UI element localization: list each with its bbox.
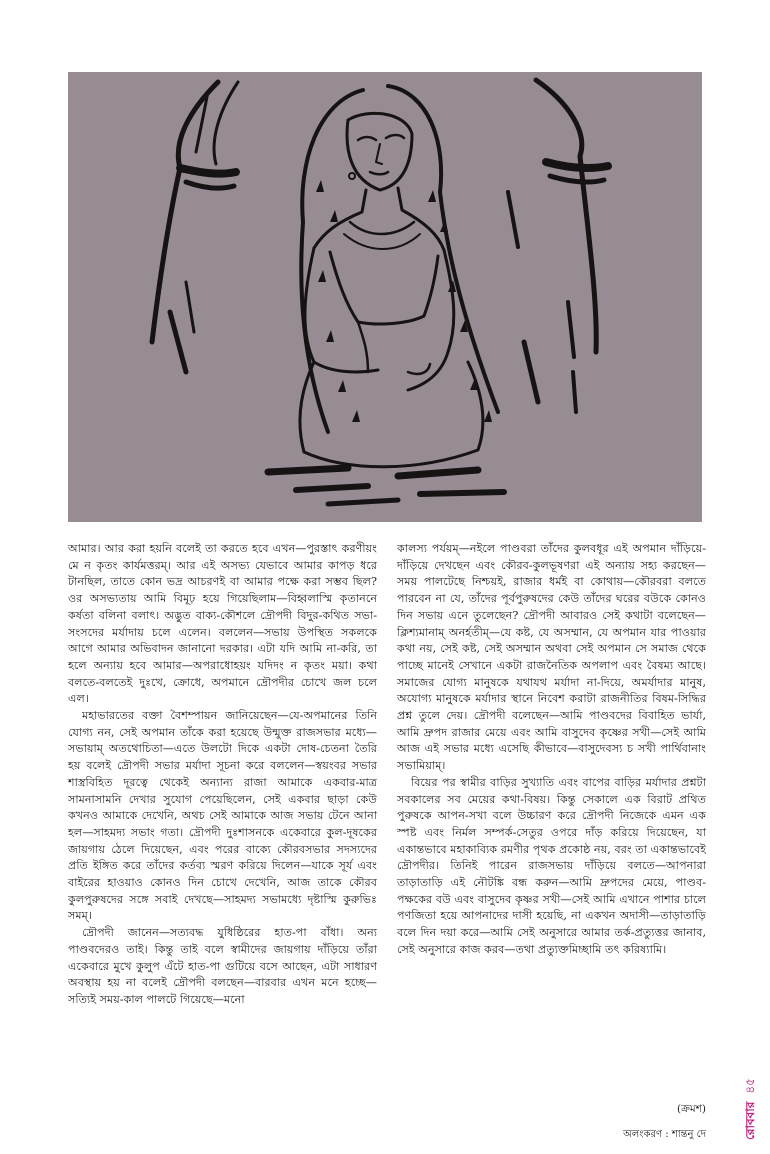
illustration [68, 72, 702, 522]
article-column-right [397, 541, 706, 959]
article-column-left [68, 541, 377, 1009]
right-curtain [536, 80, 596, 352]
paragraph: কালস্য পর্যয়ম্—নইলে পাণ্ডবরা তাঁদের কুলবধূর এই অপমান দাঁড়িয়ে-দাঁড়িয়ে দেখছেন এবং কৌরব-কুলভূষণরা এই অন্যায় সহ্য করছেন—সময় পালটেছে নিশ্চয়ই, রাজার ধর্মই বা কোথায়—কৌরবরা বলতে পারবেন না যে, তাঁদের পূর্বপুরুষদের কেউ তাঁদের ঘরের বউকে কোনও দিন সভায় এনে তুলেছেন? দ্রৌপদী আবারও সেই কথাটা বলেছেন—ক্লিশ্যমানাম্ অনর্হতীম্—যে কষ্ট, যে অসম্মান, যে অপমান যার পাওয়ার কথা নয়, সেই কষ্ট, সেই অসম্মান অথবা সেই অপমান সে সমাজ থেকে পাচ্ছে মানেই সেখানে একটা রাজনৈতিক অপলাপ এবং বৈষম্য আছে। সমাজের যোগ্য মানুষকে যথাযথ মর্যাদা না-দিয়ে, অমর্যাদার মানুষ, অযোগ্য মানুষকে মর্যাদার স্থানে নিবেশ করাটা রাজনীতির বিষম-সিদ্ধির প্রশ্ন তুলে দেয়। দ্রৌপদী বলেছেন—আমি পাণ্ডবদের বিবাহিত ভার্যা, আমি দ্রুপদ রাজার মেয়ে এবং আমি বাসুদেব কৃষ্ণের সখী—সেই আমি আজ এই সভার মধ্যে এসেছি কীভাবে—বাসুদেবস্য চ সখী পার্থিবানাং সভামিয়াম্। [397, 542, 706, 773]
paragraph: আমার। আর করা হয়নি বলেই তা করতে হবে এখন—পুরস্তাৎ করণীয়ং মে ন কৃতং কার্যমত্তরম্। আর এই অসভ্য যেভাবে আমার কাপড় ধরে টানছিল, তাতে কোন ভদ্র আচরণই বা আমার পক্ষে করা সম্ভব ছিল? ওর অসভ্যতায় আমি বিমূঢ় হয়ে গিয়েছিলাম—বিহ্বলাস্মি কৃতাননে কর্ষতা বলিনা বলাৎ। অদ্ভুত বাক্য-কৌশলে দ্রৌপদী বিদুর-কথিত সভা-সংসদের মর্যাদায় চলে এলেন। বললেন—সভায় উপস্থিত সকলকে আগে আমার অভিবাদন জানানো দরকার। এটা যদি আমি না-করি, তা হলে অন্যায় হবে আমার—অপরাধোহয়ং যদিদং ন কৃতং ময়া। কথা বলতে-বলতেই দুঃখে, ক্রোধে, অপমানে দ্রৌপদীর চোখে জল চলে এল। [68, 542, 377, 706]
bodice [330, 252, 438, 324]
page-folio [742, 1000, 756, 1140]
continued-label: (ক্রমশ) [676, 1103, 706, 1115]
left-curtain [152, 82, 218, 342]
illustration-credit: অলংকরণ : শান্তনু দে [623, 1129, 706, 1140]
face [347, 113, 412, 190]
paragraph: দ্রৌপদী জানেন—সত্যবদ্ধ যুধিষ্ঠিরের হাত-পা বাঁধা। অন্য পাণ্ডবদেরও তাই। কিন্তু তাই বলে স্বামীদের জায়গায় দাঁড়িয়ে তাঁরা একেবারে মুখে কুলুপ এঁটে হাত-পা গুটিয়ে বসে আছেন, এটা সাধারণ অবস্থায় হয় না বলেই দ্রৌপদী বলছেন—বারবার এখন মনে হচ্ছে—সত্যিই সময়-কাল পালটে গিয়েছে—মনো [68, 926, 377, 1006]
draupadi-illustration [68, 72, 702, 522]
paragraph: মহাভারতের বক্তা বৈশম্পায়ন জানিয়েছেন—যে-অপমানের তিনি যোগ্য নন, সেই অপমান তাঁকে করা হয়েছে উন্মুক্ত রাজসভার মধ্যে—সভায়াম্ অতথোচিতা—এতে উলটো দিকে একটা দোষ-চেতনা তৈরি হয় বলেই দ্রৌপদী সভার মর্যাদা সূচনা করে বললেন—স্বয়ংবর সভার শাস্ত্রবিহিত দূরত্বে থেকেই অন্যান্য রাজা আমাকে একবার-মাত্র সামনাসামনি দেখার সুযোগ পেয়েছিলেন, সেই একবার ছাড়া কেউ কখনও আমাকে দেখেনি, অথচ সেই আমাকে আজ সভায় টেনে আনা হল—সাহমদ্য সভাং গতা। দ্রৌপদী দুঃশাসনকে একেবারে কুল-দূষকের জায়গায় ঠেলে দিয়েছেন, এবং পরের বাক্যে কৌরবসভার সদস্যদের প্রতি ইঙ্গিত করে তাঁদের কর্তব্য স্মরণ করিয়ে দিলেন—যাকে সূর্য এবং বাইরের হাওয়াও কোনও দিন চোখে দেখেনি, আজ তাকে কৌরব কুলপুরুষদের সঙ্গে সবাই দেখছে—সাহমদ্য সভামধ্যে দৃষ্টাস্মি কুরুভিঃ সমম্। [68, 709, 377, 923]
magazine-name: রোববার [743, 1101, 757, 1140]
skirt [300, 362, 483, 467]
paragraph: বিয়ের পর স্বামীর বাড়ির সুখ্যাতি এবং বাপের বাড়ির মর্যাদার প্রশ্নটা সবকালের সব মেয়ের কথা-বিষয়। কিন্তু সেকালে এক বিরাট প্রথিত পুরুষকে আপন-সখা বলে উচ্চারণ করে দ্রৌপদী নিজেকে এমন এক স্পষ্ট এবং নির্মল সম্পর্ক-সেতুর ওপরে দাঁড় করিয়ে দিয়েছেন, যা একান্তভাবে মহাকাব্যিক রমণীর পৃথক প্রকোষ্ঠ নয়, বরং তা একান্তভাবেই দ্রৌপদীর। তিনিই পারেন রাজসভায় দাঁড়িয়ে বলতে—আপনারা তাড়াতাড়ি এই নৌটঙ্কি বন্ধ করুন—আমি দ্রুপদের মেয়ে, পাণ্ডব-পক্ষকের বউ এবং বাসুদেব কৃষ্ণর সখী—সেই আমি এখানে পাশার চালে পণজিতা হয়ে আপনাদের দাসী হয়েছি, না একখন অদাসী—তাড়াতাড়ি বলে দিন দয়া করে—আমি সেই অনুসারে আমার তর্ক-প্রত্যুত্তর জানাব, সেই অনুসারে কাজ করব—তথা প্রত্যুক্তমিচ্ছামি তৎ করিষ্যামি। [397, 775, 706, 956]
page-number: ৪৫ [743, 1078, 757, 1094]
